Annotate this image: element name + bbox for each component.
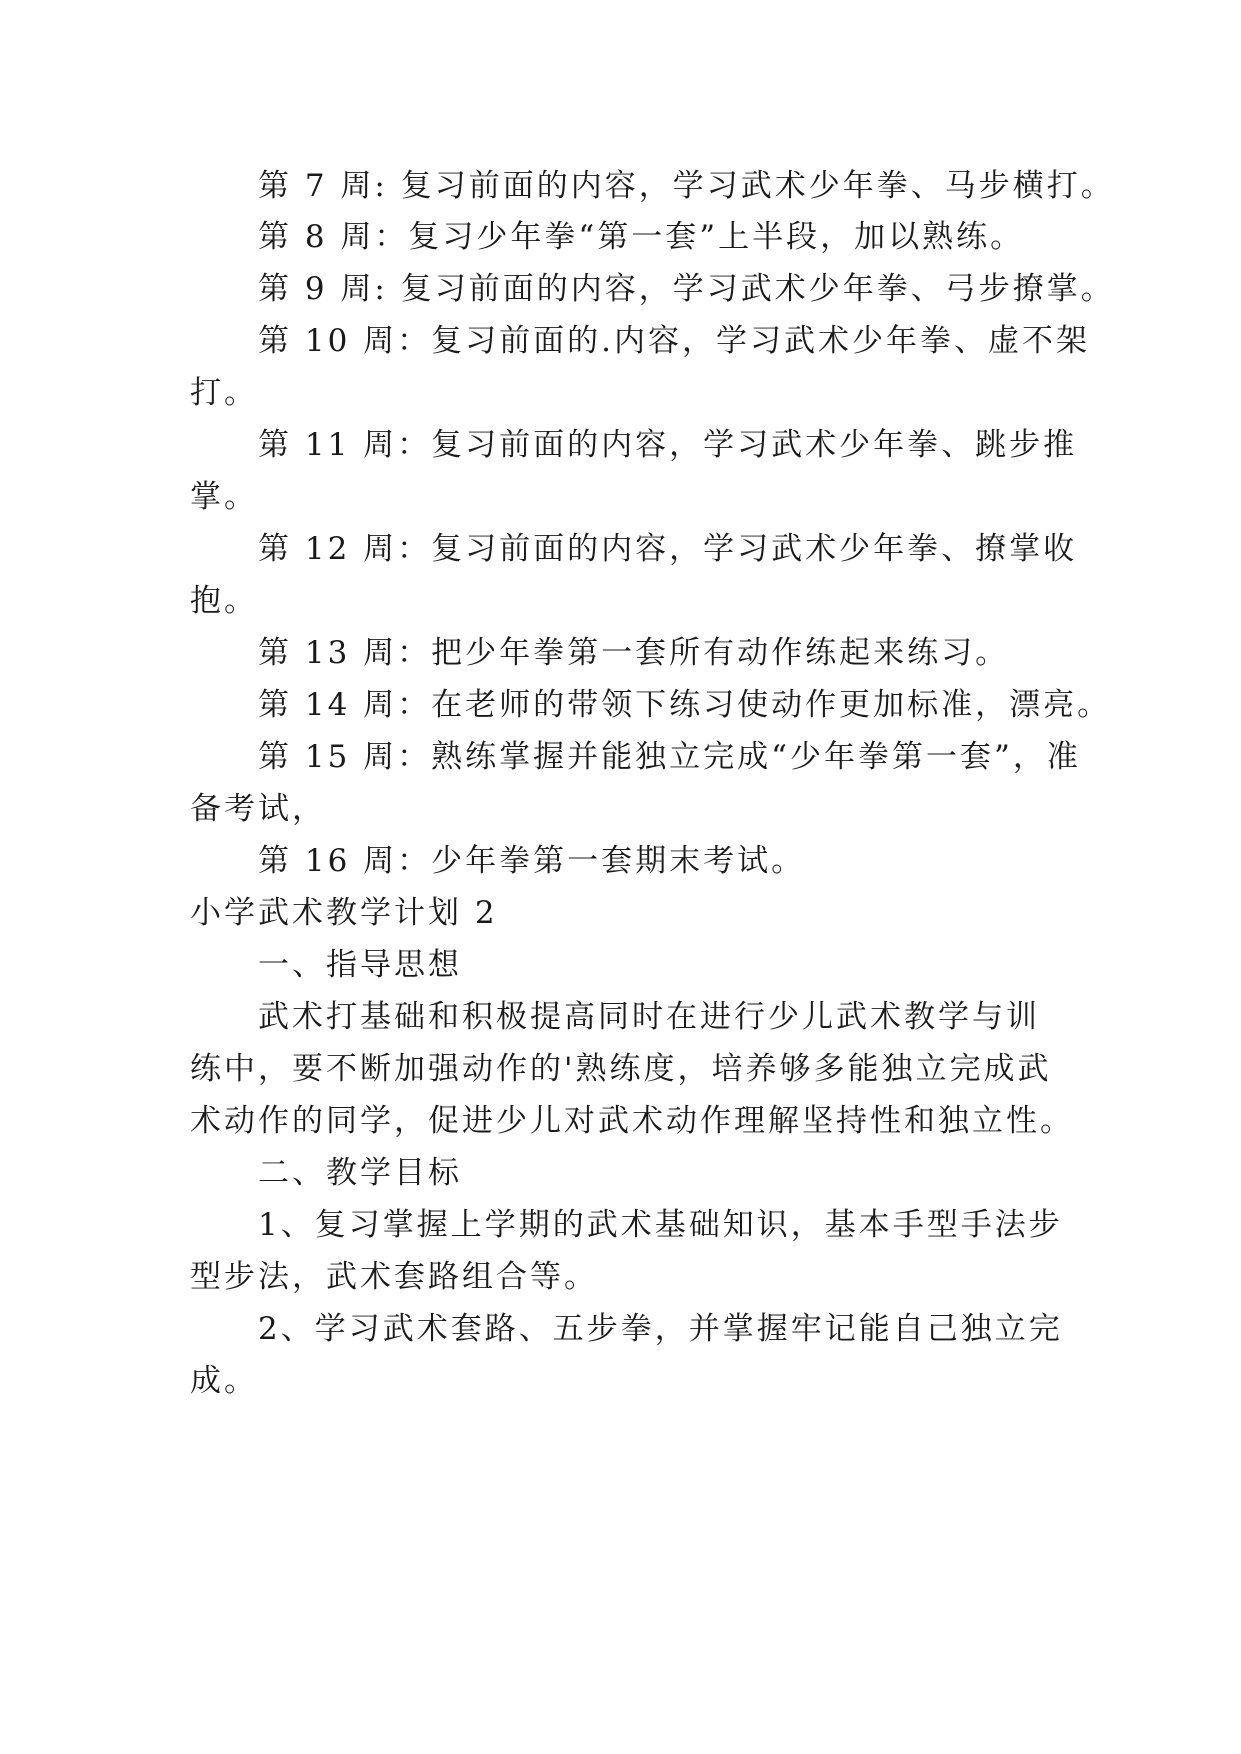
goal-2-line-cont: 成。 (190, 1363, 258, 1399)
week-12-line-cont: 抱。 (190, 583, 258, 619)
week-13-line: 第 13 周：把少年拳第一套所有动作练起来练习。 (258, 635, 1010, 671)
goal-2-line: 2、学习武术套路、五步拳，并掌握牢记能自己独立完 (258, 1311, 1063, 1347)
week-12-line: 第 12 周：复习前面的内容，学习武术少年拳、撩掌收 (258, 531, 1078, 567)
week-11-line-cont: 掌。 (190, 479, 258, 515)
week-14-line: 第 14 周：在老师的带领下练习使动作更加标准，漂亮。 (258, 687, 1112, 723)
week-15-line: 第 15 周：熟练掌握并能独立完成“少年拳第一套”，准 (258, 739, 1081, 775)
section-title: 小学武术教学计划 2 (190, 895, 498, 931)
heading-guiding-idea: 一、指导思想 (258, 947, 462, 983)
goal-1-line-cont: 型步法，武术套路组合等。 (190, 1259, 598, 1295)
week-15-line-cont: 备考试， (190, 791, 326, 827)
week-10-line-cont: 打。 (190, 375, 258, 411)
week-11-line: 第 11 周：复习前面的内容，学习武术少年拳、跳步推 (258, 427, 1078, 463)
week-9-line: 第 9 周: 复习前面的内容，学习武术少年拳、弓步撩掌。 (258, 271, 1115, 307)
guiding-idea-paragraph-line-1: 武术打基础和积极提高同时在进行少儿武术教学与训 (258, 999, 1040, 1035)
guiding-idea-paragraph-line-3: 术动作的同学，促进少儿对武术动作理解坚持性和独立性。 (190, 1103, 1074, 1139)
week-7-line: 第 7 周: 复习前面的内容，学习武术少年拳、马步横打。 (258, 168, 1115, 204)
heading-teaching-goals: 二、教学目标 (258, 1155, 462, 1191)
goal-1-line: 1、复习掌握上学期的武术基础知识，基本手型手法步 (258, 1207, 1063, 1243)
week-16-line: 第 16 周：少年拳第一套期末考试。 (258, 843, 806, 879)
week-8-line: 第 8 周：复习少年拳“第一套”上半段，加以熟练。 (258, 219, 1025, 255)
week-10-line: 第 10 周：复习前面的.内容，学习武术少年拳、虚不架 (258, 323, 1091, 359)
guiding-idea-paragraph-line-2: 练中，要不断加强动作的'熟练度，培养够多能独立完成武 (190, 1051, 1052, 1087)
